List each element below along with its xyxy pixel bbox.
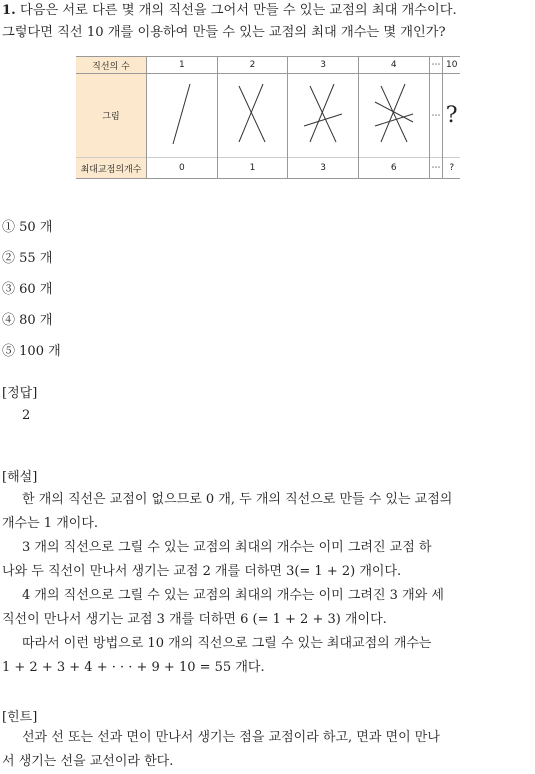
header-row (76, 57, 460, 74)
count-cell: 최대교점의개수 (76, 158, 147, 179)
figure-label: 그림 (76, 74, 147, 158)
count-cell: 1 (217, 158, 288, 179)
question-number: 1. (2, 3, 16, 18)
explanation-line: 직선이 만나서 생기는 교점 3 개를 더하면 6 (= 1 + 2 + 3) 개이다. (2, 612, 387, 627)
header-cell: 2 (217, 57, 288, 74)
three-lines-drawing (298, 74, 348, 154)
header-cell: 4 (358, 57, 429, 74)
count-cell: ⋯ (429, 158, 443, 179)
answer-value: 2 (22, 408, 31, 423)
explanation-line: 나와 두 직선이 만나서 생기는 교점 2 개를 더하면 3(= 1 + 2) 개이다. (2, 564, 402, 579)
count-cell: ? (443, 158, 460, 179)
explanation-line: 한 개의 직선은 교점이 없으므로 0 개, 두 개의 직선으로 만들 수 있는 교점의 (22, 492, 453, 507)
hint-line: 서 생기는 선을 교선이라 한다. (2, 754, 174, 769)
explanation-body (2, 488, 534, 680)
two-lines-drawing (227, 74, 277, 154)
one-line-drawing (157, 74, 207, 154)
question-line-2: 그렇다면 직선 10 개를 이용하여 만들 수 있는 교점의 최대 개수는 몇 개인가? (2, 25, 446, 40)
header-cell: 3 (288, 57, 359, 74)
explanation-line: 1 + 2 + 3 + 4 + · · · + 9 + 10 = 55 개다. (2, 660, 265, 675)
option-1[interactable]: ① 50 개 (2, 220, 53, 235)
header-cell: ⋯ (429, 57, 443, 74)
hint-body (2, 726, 534, 774)
explanation-line: 따라서 이런 방법으로 10 개의 직선으로 그릴 수 있는 최대교점의 개수는 (22, 636, 432, 651)
option-4[interactable]: ④ 80 개 (2, 313, 53, 328)
count-cell: 3 (288, 158, 359, 179)
option-5[interactable]: ⑤ 100 개 (2, 344, 61, 359)
question-line-1: 1. 다음은 서로 다른 몇 개의 직선을 그어서 만들 수 있는 교점의 최대 개수이다. (2, 3, 457, 18)
intersection-table (76, 56, 460, 179)
figure-1-line (147, 74, 218, 158)
header-cell: 10 (443, 57, 460, 74)
answer-label: [정답] (2, 386, 38, 401)
figure-dots: ⋯ (429, 74, 443, 158)
question (2, 0, 534, 44)
count-cell: 6 (358, 158, 429, 179)
option-3[interactable]: ③ 60 개 (2, 282, 53, 297)
explanation-line: 3 개의 직선으로 그릴 수 있는 교점의 최대의 개수는 이미 그려진 교점 하 (22, 540, 432, 555)
count-cell: 0 (147, 158, 218, 179)
hint-label: [힌트] (2, 710, 38, 725)
header-cell: 1 (147, 57, 218, 74)
hint-line: 선과 선 또는 선과 면이 만나서 생기는 점을 교점이라 하고, 면과 면이 만나 (22, 730, 440, 745)
figure-question (443, 74, 460, 158)
figure-row (76, 74, 460, 158)
four-lines-drawing (369, 74, 419, 154)
question-mark: ? (445, 103, 458, 128)
option-2[interactable]: ② 55 개 (2, 251, 53, 266)
explanation-line: 4 개의 직선으로 그릴 수 있는 교점의 최대의 개수는 이미 그려진 3 개와 세 (22, 588, 444, 603)
explanation-label: [해설] (2, 470, 38, 485)
explanation-line: 개수는 1 개이다. (2, 516, 99, 531)
figure-2-lines (217, 74, 288, 158)
figure-3-lines (288, 74, 359, 158)
figure-4-lines (358, 74, 429, 158)
count-row (76, 158, 460, 179)
header-cell: 직선의 수 (76, 57, 147, 74)
